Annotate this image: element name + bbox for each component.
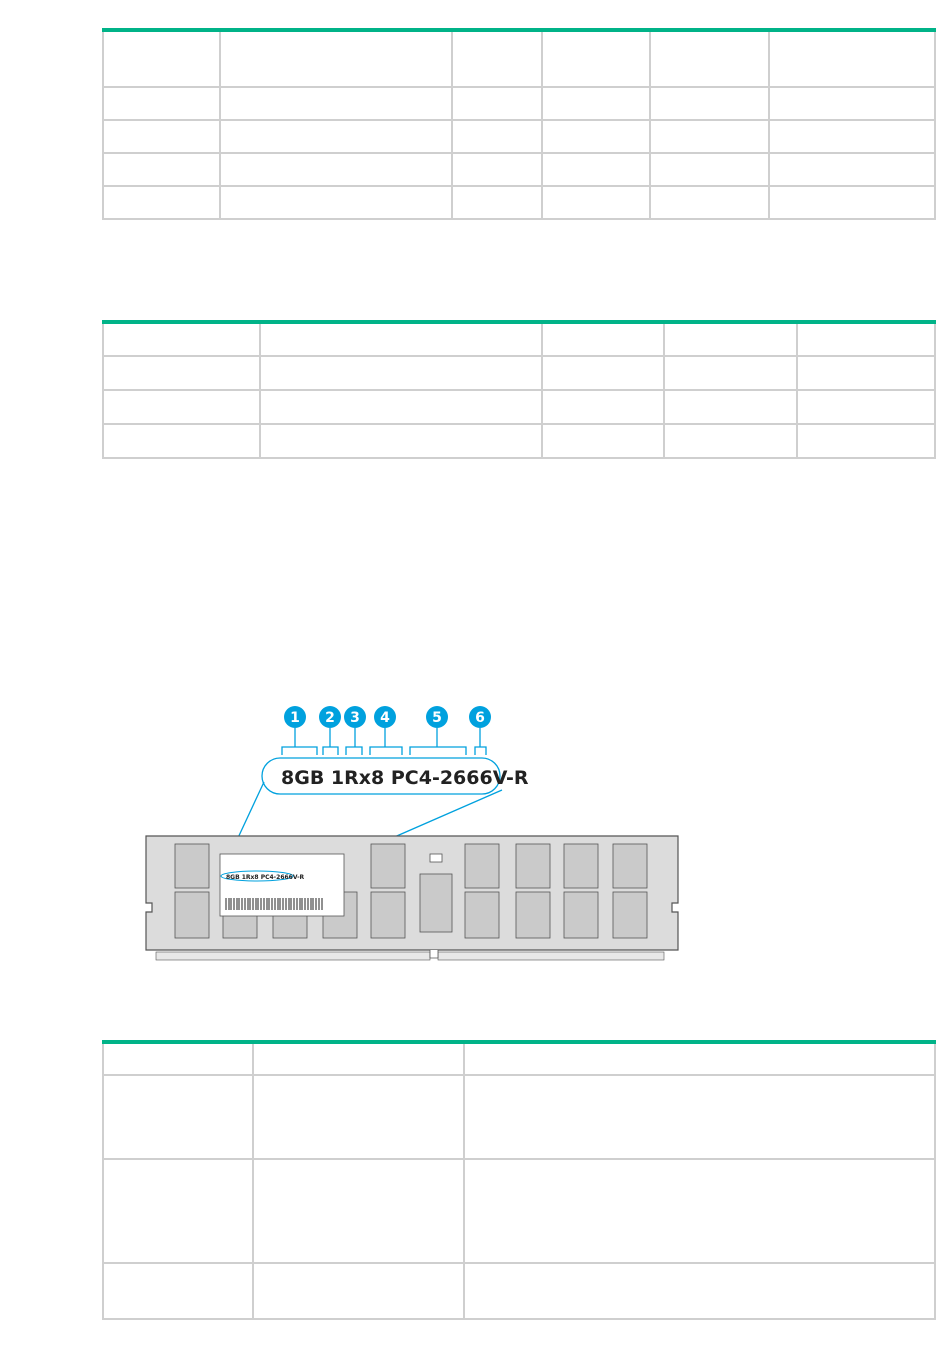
table-cell bbox=[103, 424, 260, 458]
table-cell bbox=[452, 153, 542, 186]
table-cell bbox=[103, 120, 220, 153]
table-cell bbox=[103, 1159, 253, 1263]
table-cell bbox=[260, 322, 542, 356]
table-cell bbox=[253, 1042, 464, 1075]
table-cell bbox=[260, 390, 542, 424]
table-cell bbox=[650, 87, 770, 120]
table-cell bbox=[220, 87, 452, 120]
table-cell bbox=[464, 1159, 935, 1263]
table-row bbox=[103, 1159, 935, 1263]
table-cell bbox=[542, 356, 664, 390]
callout-6: 6 bbox=[475, 710, 485, 726]
table-cell bbox=[769, 153, 935, 186]
table-cell bbox=[220, 120, 452, 153]
table-cell bbox=[797, 322, 935, 356]
table-cell bbox=[452, 186, 542, 219]
table-cell bbox=[464, 1042, 935, 1075]
table-cell bbox=[103, 186, 220, 219]
table-cell bbox=[664, 356, 798, 390]
table-cell bbox=[542, 186, 650, 219]
table-row bbox=[103, 186, 935, 219]
table-cell bbox=[103, 87, 220, 120]
callout-5: 5 bbox=[432, 710, 442, 726]
table-cell bbox=[542, 120, 650, 153]
table-1 bbox=[102, 28, 936, 220]
table-cell bbox=[542, 153, 650, 186]
table-cell bbox=[452, 87, 542, 120]
table-cell bbox=[664, 390, 798, 424]
table-cell bbox=[797, 424, 935, 458]
table-row bbox=[103, 424, 935, 458]
table-cell bbox=[769, 87, 935, 120]
table-row bbox=[103, 87, 935, 120]
table-cell bbox=[650, 153, 770, 186]
dimm-label-figure bbox=[140, 700, 685, 970]
table-cell bbox=[664, 322, 798, 356]
table-2 bbox=[102, 320, 936, 459]
callout-2: 2 bbox=[325, 710, 335, 726]
table-cell bbox=[103, 153, 220, 186]
table-row bbox=[103, 356, 935, 390]
table-cell bbox=[103, 356, 260, 390]
table-cell bbox=[769, 120, 935, 153]
table-cell bbox=[464, 1263, 935, 1319]
sticker-text: 8GB 1Rx8 PC4-2666V-R bbox=[226, 874, 305, 881]
table-cell bbox=[103, 1263, 253, 1319]
table-cell bbox=[103, 30, 220, 87]
table-cell bbox=[253, 1263, 464, 1319]
table-cell bbox=[260, 424, 542, 458]
table-cell bbox=[260, 356, 542, 390]
table-3 bbox=[102, 1040, 936, 1320]
table-cell bbox=[103, 390, 260, 424]
table-row bbox=[103, 1263, 935, 1319]
table-row bbox=[103, 153, 935, 186]
table-cell bbox=[797, 356, 935, 390]
table-cell bbox=[103, 322, 260, 356]
table-3-header-row bbox=[103, 1042, 935, 1075]
table-cell bbox=[103, 1042, 253, 1075]
table-cell bbox=[220, 153, 452, 186]
callout-1: 1 bbox=[290, 710, 300, 726]
table-cell bbox=[464, 1075, 935, 1159]
table-cell bbox=[650, 30, 770, 87]
table-cell bbox=[769, 30, 935, 87]
table-cell bbox=[452, 30, 542, 87]
table-cell bbox=[103, 1075, 253, 1159]
table-cell bbox=[650, 186, 770, 219]
table-cell bbox=[542, 322, 664, 356]
table-cell bbox=[542, 30, 650, 87]
table-2-header-row bbox=[103, 322, 935, 356]
table-1-header-row bbox=[103, 30, 935, 87]
callout-3: 3 bbox=[350, 710, 360, 726]
table-cell bbox=[797, 390, 935, 424]
table-row bbox=[103, 390, 935, 424]
table-cell bbox=[542, 424, 664, 458]
dimm-label-text: 8GB 1Rx8 PC4-2666V-R bbox=[281, 767, 529, 789]
table-cell bbox=[452, 120, 542, 153]
table-cell bbox=[664, 424, 798, 458]
table-cell bbox=[253, 1075, 464, 1159]
table-cell bbox=[650, 120, 770, 153]
table-cell bbox=[253, 1159, 464, 1263]
table-cell bbox=[220, 30, 452, 87]
table-cell bbox=[220, 186, 452, 219]
table-cell bbox=[542, 87, 650, 120]
table-row bbox=[103, 1075, 935, 1159]
table-cell bbox=[769, 186, 935, 219]
callout-4: 4 bbox=[380, 710, 390, 726]
table-row bbox=[103, 120, 935, 153]
table-cell bbox=[542, 390, 664, 424]
